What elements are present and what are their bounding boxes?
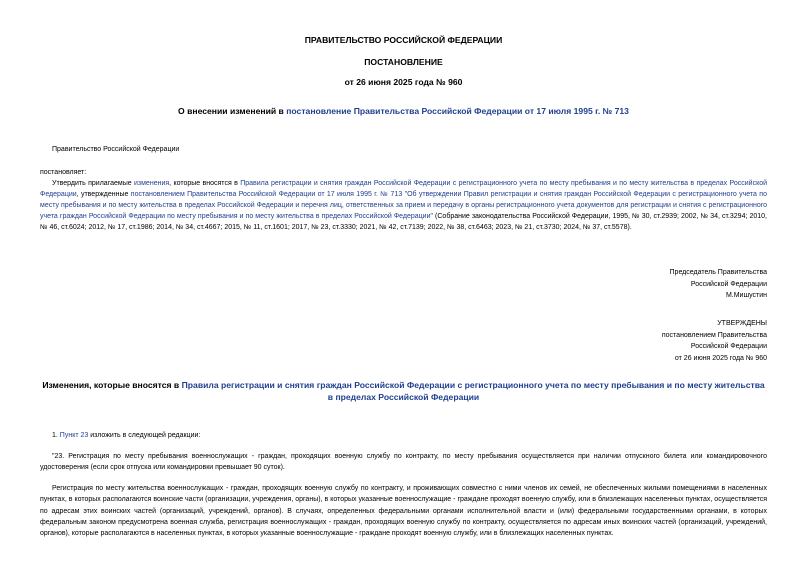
- changes-title-prefix: Изменения, которые вносятся в: [42, 380, 182, 390]
- approval-line-1: УТВЕРЖДЕНЫ: [717, 320, 767, 327]
- approval-line-3: Российской Федерации: [690, 343, 767, 350]
- signature-block: [670, 267, 767, 302]
- item-1: 1. Пункт 23 изложить в следующей редакции:: [52, 432, 201, 439]
- government-line: Правительство Российской Федерации: [52, 146, 180, 153]
- approval-line-2: постановлением Правительства: [661, 331, 767, 339]
- title-link-resolution-713[interactable]: постановление Правительства Российской Федерации от 17 июля 1995 г. № 713: [286, 106, 629, 116]
- point-23-paragraph-2: Регистрация по месту жительства военнослужащих - граждан, проходящих военную службу по контракту, и проживающих совместно с ними членов их семей, не обеспеченных жилыми помещениями в населенных пунктах, в которых располагаются воинские части (организации, учреждения, органы), в которых указанные военнослужащие - граждане проходят военную службу, или в близлежащих населенных пунктах, осуществляется по адресам этих воинских частей (организаций, учреждений, органов). В случаях, определенных федеральными органами исполнительной власти и (или) федеральными государственными органами, в которых федеральным законом предусмотрена военная служба, регистрация военнослужащих - граждан, проходящих военную службу по контракту, осуществляется по адресам иных воинских частей (организаций, учреждений, органов), которые располагаются в населенных пунктах, в которых указанные военнослужащие - граждане проходят военную службу, или в близлежащих населенных пунктах.: [40, 485, 767, 538]
- document-date-number: от 26 июня 2025 года № 960: [344, 77, 463, 87]
- signature-position-2: Российской Федерации: [690, 280, 767, 288]
- point-23-paragraph-1: "23. Регистрация по месту пребывания военнослужащих - граждан, проходящих военную службу по контракту, по месту пребывания осуществляется при наличии отпускного билета или командировочного удостоверения (если срок отпуска или командировки превышает 90 суток).: [40, 453, 767, 471]
- government-heading: ПРАВИТЕЛЬСТВО РОССИЙСКОЙ ФЕДЕРАЦИИ: [304, 35, 503, 45]
- document-type: ПОСТАНОВЛЕНИЕ: [364, 57, 443, 67]
- link-point-23[interactable]: Пункт 23: [59, 432, 89, 439]
- resolution-paragraph-1: Утвердить прилагаемые изменения, которые вносятся в Правила регистрации и снятия граждан Российской Федерации с регистрационного учета по месту пребывания и по месту жительства в пределах Российской Федерации, утвержденные постановлением Правительства Российской Федерации от 17 июля 1995 г. № 713 "Об утверждении Правил регистрации и снятия граждан Российской Федерации с регистрационного учета по месту пребывания и по месту жительства в пределах Российской Федерации и перечня лиц, ответственных за прием и передачу в органы регистрационного учета документов для регистрации и снятия с регистрационного учета граждан Российской Федерации по месту пребывания и по месту жительства в пределах Российской Федерации" (Собрание законодательства Российской Федерации, 1995, № 30, ст.2939; 2002, № 34, ст.3294; 2010, № 46, ст.6024; 2012, № 17, ст.1986; 2014, № 34, ст.4667; 2015, № 11, ст.1601; 2017, № 23, ст.3330; 2021, № 42, ст.7139; 2022, № 38, ст.6463; 2023, № 21, ст.3730; 2024, № 37, ст.5578).: [40, 179, 768, 232]
- link-changes[interactable]: изменения: [134, 179, 170, 187]
- signature-position-1: Председатель Правительства: [669, 269, 767, 276]
- document-title: [0, 106, 807, 116]
- link-registration-rules[interactable]: Правила регистрации и снятия граждан Российской Федерации с регистрационного учета по месту пребывания и по месту жительства в пределах Российской Федерации: [40, 179, 768, 198]
- resolves-line: постановляет:: [40, 169, 87, 176]
- changes-title: [40, 380, 767, 403]
- signature-name: М.Мишустин: [725, 292, 767, 299]
- link-resolution-713[interactable]: постановлением Правительства Российской Федерации от 17 июля 1995 г. № 713 "Об утверждении Правил регистрации и снятия граждан Российской Федерации с регистрационного учета по месту пребывания и по месту жительства в пределах Российской Федерации и перечня лиц, ответственных за прием и передачу в органы регистрационного учета документов для регистрации и снятия с регистрационного учета граждан Российской Федерации по месту пребывания и по месту жительства в пределах Российской Федерации": [40, 190, 767, 221]
- changes-title-link[interactable]: Правила регистрации и снятия граждан Российской Федерации с регистрационного учета по месту пребывания и по месту жительства в пределах Российской Федерации: [181, 380, 765, 402]
- title-prefix: О внесении изменений в: [178, 106, 287, 116]
- approval-block: [662, 318, 767, 364]
- approval-line-4: от 26 июня 2025 года № 960: [674, 354, 767, 362]
